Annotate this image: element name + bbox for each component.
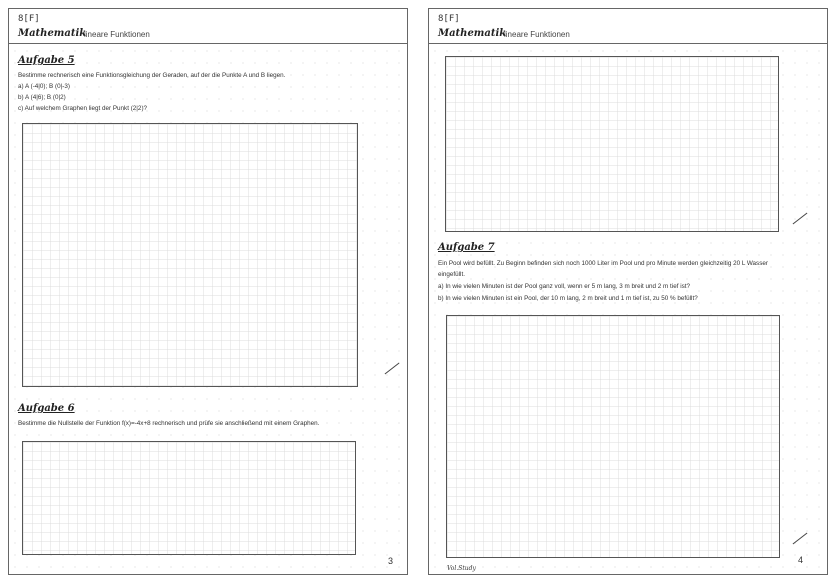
worksheet-page-left xyxy=(8,8,408,575)
topic-label: lineare Funktionen xyxy=(504,30,570,39)
worksheet-page-right xyxy=(428,8,828,575)
task-6-continued-grid[interactable] xyxy=(445,56,779,232)
task-6-title: Aufgabe 6 xyxy=(18,403,75,414)
pen-stroke-mark xyxy=(385,363,400,375)
subject-title: Mathematik xyxy=(18,28,87,39)
task-5-instruction: Bestimme rechnerisch eine Funktionsgleichung der Geraden, auf der die Punkte A und B liegen. xyxy=(18,72,286,79)
subject-title: Mathematik xyxy=(438,28,507,39)
pen-stroke-mark xyxy=(793,213,808,225)
page-number: 3 xyxy=(388,556,394,566)
task-7-intro-line-1: Ein Pool wird befüllt. Zu Beginn befinden sich noch 1000 Liter im Pool und pro Minute werden gleichzeitig 20 L Wasser xyxy=(438,260,768,267)
task-7-part-a: a) In wie vielen Minuten ist der Pool ganz voll, wenn er 5 m lang, 3 m breit und 2 m tief ist? xyxy=(438,283,690,290)
task-5-part-a: a) A (-4|0); B (0|-3) xyxy=(18,83,70,90)
class-code: 8[F] xyxy=(438,14,460,24)
task-6-instruction: Bestimme die Nullstelle der Funktion f(x)=-4x+8 rechnerisch und prüfe sie anschließend mit einem Graphen. xyxy=(18,420,320,427)
task-5-part-b: b) A (4|6); B (0|2) xyxy=(18,94,66,101)
brand-logo: Vol.Study xyxy=(447,565,476,572)
topic-label: lineare Funktionen xyxy=(84,30,150,39)
page-header xyxy=(429,9,827,44)
page-number: 4 xyxy=(798,555,804,565)
page-header xyxy=(9,9,407,44)
task-5-part-c: c) Auf welchem Graphen liegt der Punkt (2|2)? xyxy=(18,105,148,112)
task-7-intro-line-2: eingefüllt. xyxy=(438,271,465,278)
task-7-part-b: b) In wie vielen Minuten ist ein Pool, der 10 m lang, 2 m breit und 1 m tief ist, zu 50 % befüllt? xyxy=(438,295,698,302)
task-7-title: Aufgabe 7 xyxy=(438,242,495,253)
task-7-grid[interactable] xyxy=(446,315,780,558)
task-6-grid[interactable] xyxy=(22,441,356,555)
task-5-grid[interactable] xyxy=(22,123,358,387)
class-code: 8[F] xyxy=(18,14,40,24)
pen-stroke-mark xyxy=(793,533,808,545)
task-5-title: Aufgabe 5 xyxy=(18,55,75,66)
